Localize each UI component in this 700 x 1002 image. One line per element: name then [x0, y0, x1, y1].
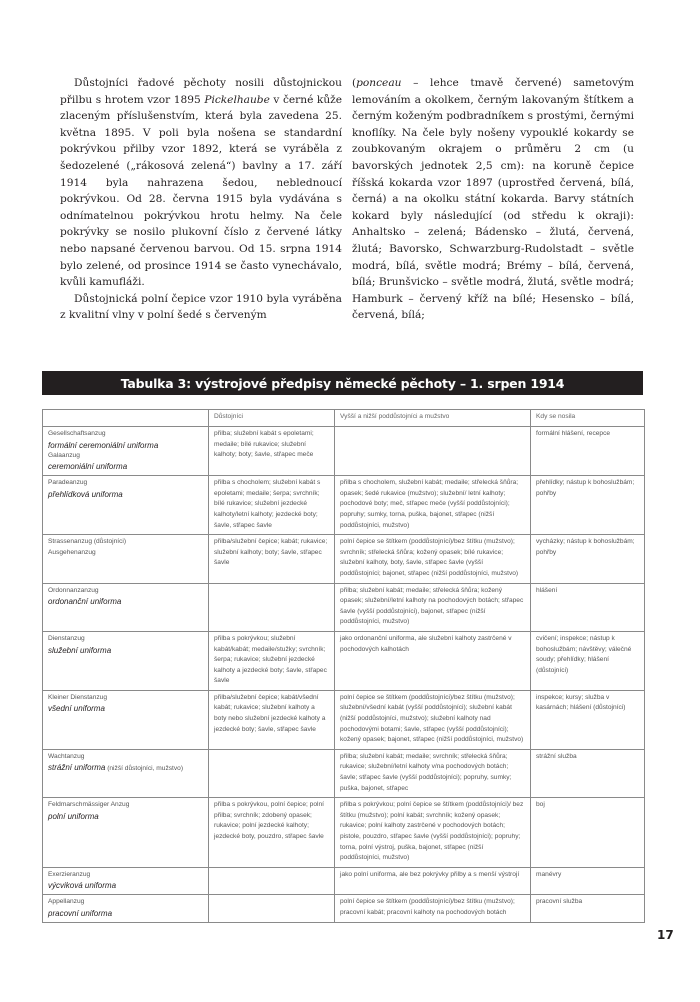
text-run: v černé kůže zlaceným příslušenstvím, která byla zavedena 25. května 1895. V poli byla nošena se standardní pokrývkou přilby vzor 1892, která se vyráběla z šedozelené („rákosová zelená“) bavlny a 17. září 1914 byla nahrazena šedou, neblednoucí pokrývkou. Od 28. června 1915 byla vydávána s odnímatelnou pokrývkou hrotu helmy. Na čele pokrývky se nosilo plukovní číslo z červené látky nebo napsané červenou barvou. Od 15. srpna 1914 bylo zelené, od prosince 1914 se často vynechávalo, kvůli kamufláži. — [60, 93, 342, 289]
uniform-name-czech — [48, 908, 203, 919]
uniform-name-czech-text: ordonanční uniforma — [48, 597, 122, 607]
uniform-name-czech-text: přehlídková uniforma — [48, 489, 123, 499]
uniform-name-czech — [48, 489, 203, 500]
table-body — [43, 427, 645, 923]
uniform-name-cell — [43, 476, 209, 535]
uniform-name-czech-text: strážní uniforma — [48, 763, 106, 773]
nco-men-cell: polní čepice se štítkem (poddůstojníci)/bez štítku (mužstvo); svrchník; střelecká šňůra; kožený opasek; bílé rukavice; služební kalhoty, boty, šavle, střapec šavle (vyšší poddůstojníci; bajonet, střapec (nižší poddůstojníci, mužstvo) — [335, 535, 531, 583]
body-text-right-column — [352, 75, 634, 324]
officers-cell: přilba s pokrývkou, polní čepice; polní přilba; svrchník; zdobený opasek; rukavice; polní jezdecké kalhoty; jezdecké boty, pouzdro, střapec šavle — [209, 798, 335, 868]
nco-men-cell: jako polní uniforma, ale bez pokrývky přilby a s menší výstrojí — [335, 867, 531, 895]
uniform-name-czech — [48, 703, 203, 714]
uniform-name-german: Feldmarschmässiger Anzug — [48, 801, 130, 809]
uniform-name-cell — [43, 535, 209, 583]
header-officers: Důstojníci — [209, 410, 335, 427]
officers-cell: přilba s pokrývkou; služební kabát/kabát; medaile/stužky; svrchník; šerpa; rukavice; služební jezdecké kalhoty a jezdecké boty; šavle, střapec šavle — [209, 631, 335, 690]
officers-cell — [209, 749, 335, 797]
nco-men-cell: přilba; služební kabát; medaile; střelecká šňůra; kožený opasek; služební/letní kalhoty na pochodových botách; střapec šavle (vyšší poddůstojníci), bajonet, střapec (nižší poddůstojníci, mužstvo) — [335, 583, 531, 631]
officers-cell — [209, 895, 335, 923]
text-run: Důstojnická polní čepice vzor 1910 byla vyráběna z kvalitní vlny v polní šedé s červeným — [60, 292, 342, 322]
uniform-name-czech-text: polní uniforma — [48, 811, 99, 821]
uniform-regulations-table — [42, 409, 645, 923]
table-row — [43, 476, 645, 535]
uniform-name-czech — [48, 461, 203, 472]
page-number: 17 — [657, 928, 674, 942]
table-row — [43, 749, 645, 797]
nco-men-cell: přilba; služební kabát; medaile; svrchník; střelecká šňůra; rukavice; služební/letní kalhoty v/na pochodových botách; šavle; střapec šavle (vyšší poddůstojníci); popruhy, sumky; puška, bajonet, střapec — [335, 749, 531, 797]
officers-cell — [209, 867, 335, 895]
table-row — [43, 583, 645, 631]
uniform-name-czech-text: pracovní uniforma — [48, 908, 113, 918]
uniform-name-german: Gesellschaftsanzug — [48, 430, 106, 437]
table-row — [43, 867, 645, 895]
uniform-name-note: (nižší důstojníci, mužstvo) — [105, 765, 184, 773]
uniform-name-german: Appellanzug — [48, 898, 85, 906]
italic-term: ponceau — [356, 77, 402, 89]
italic-term: Pickelhaube — [204, 93, 270, 106]
table-row — [43, 690, 645, 749]
when-worn-cell: strážní služba — [531, 749, 645, 797]
uniform-name-cell — [43, 427, 209, 476]
nco-men-cell: přilba s chocholem, služební kabát; medaile; střelecká šňůra; opasek; šedé rukavice (mužstvo); služební/ letní kalhoty; pochodové boty; meč, střapec meče (vyšší poddůstojníci); popruhy; sumky, torna, puška, bajonet, střapec (nižší poddůstojníci, mužstvo) — [335, 476, 531, 535]
officers-cell: přilba s chocholem; služební kabát s epoletami; medaile; šerpa; svrchník; bílé rukavice; služební jezdecké kalhoty/letní kalhoty; jezdecké boty; šavle, střapec šavle — [209, 476, 335, 535]
uniform-name-czech — [48, 596, 203, 607]
uniform-name-german: Paradeanzug — [48, 479, 88, 487]
uniform-name-cell — [43, 690, 209, 749]
uniform-name-cell — [43, 798, 209, 868]
uniform-name-cell — [43, 895, 209, 923]
when-worn-cell: cvičení; inspekce; nástup k bohoslužbám; návštěvy; válečné soudy; přehlídky; hlášení (důstojníci) — [531, 631, 645, 690]
uniform-name-czech — [48, 645, 203, 656]
uniform-name-cell — [43, 867, 209, 895]
uniform-name-cell — [43, 749, 209, 797]
left-paragraph — [60, 75, 342, 291]
uniform-name-czech-text: výcviková uniforma — [48, 881, 117, 891]
table-header-row — [43, 410, 645, 427]
when-worn-cell: formální hlášení, recepce — [531, 427, 645, 476]
right-paragraph — [352, 75, 634, 324]
uniform-name-german: Ordonnanzanzug — [48, 586, 99, 594]
uniform-name-czech-text: ceremoniální uniforma — [48, 462, 128, 472]
nco-men-cell: polní čepice se štítkem (poddůstojníci)/bez štítku (mužstvo); služební/všední kabát (vyšší poddůstojníci); služební kabát (nižší poddůstojníci, mužstvo); služební kalhoty nad pochodovými botami; šavle, střapec (vyšší poddůstojníci); kožený opasek; bajonet, střapec (nižší poddůstojníci, mužstvo) — [335, 690, 531, 749]
uniform-name-czech-text: všední uniforma — [48, 704, 105, 714]
header-when-worn: Kdy se nosila — [531, 410, 645, 427]
officers-cell: přilba/služební čepice; kabát; rukavice; služební kalhoty; boty; šavle, střapec šavle — [209, 535, 335, 583]
table-row — [43, 535, 645, 583]
uniform-name-german: Exerzieranzug — [48, 870, 91, 878]
text-run: Důstojníci řadové pěchoty nosili důstojnickou přilbu s hrotem vzor 1895 — [60, 77, 342, 106]
nco-men-cell: polní čepice se štítkem (poddůstojníci)/bez štítku (mužstvo); pracovní kabát; pracovní kalhoty na pochodových botách — [335, 895, 531, 923]
uniform-name-czech-text: služební uniforma — [48, 645, 112, 655]
uniform-name-czech — [48, 762, 203, 774]
uniform-name-czech — [48, 880, 203, 891]
uniform-name-german: Dienstanzug — [48, 634, 85, 642]
when-worn-cell: pracovní služba — [531, 895, 645, 923]
table-row — [43, 631, 645, 690]
nco-men-cell: přilba s pokrývkou; polní čepice se štítkem (poddůstojníci)/ bez štítku (mužstvo); polní kabát; svrchník; kožený opasek; rukavice; polní kalhoty zastrčené v pochodových botách; pistole, pouzdro, střapec šavle (vyšší poddůstojníci); popruhy; torna, polní výstroj, puška, bajonet, střapec (nižší poddůstojníci, mužstvo) — [335, 798, 531, 868]
uniform-name-german: Kleiner Dienstanzug — [48, 693, 108, 701]
uniform-name-german: Ausgehenanzug — [48, 548, 96, 556]
when-worn-cell: boj — [531, 798, 645, 868]
header-nco-men: Vyšší a nižší poddůstojníci a mužstvo — [335, 410, 531, 427]
uniform-name-czech — [48, 440, 203, 451]
body-text-left-column — [60, 75, 342, 324]
uniform-name-german: Strassenanzug (důstojníci) — [48, 538, 127, 546]
table-title: Tabulka 3: výstrojové předpisy německé pěchoty – 1. srpen 1914 — [42, 371, 643, 395]
uniform-name-german: Wachtanzug — [48, 752, 85, 760]
uniform-name-cell — [43, 583, 209, 631]
uniform-name-cell — [43, 631, 209, 690]
when-worn-cell: manévry — [531, 867, 645, 895]
when-worn-cell: přehlídky; nástup k bohoslužbám; pohřby — [531, 476, 645, 535]
uniform-name-czech-text: formální ceremoniální uniforma — [48, 440, 159, 450]
uniform-name-czech — [48, 811, 203, 822]
when-worn-cell: inspekce; kursy; služba v kasárnách; hlášení (důstojníci) — [531, 690, 645, 749]
header-uniform — [43, 410, 209, 427]
officers-cell — [209, 583, 335, 631]
when-worn-cell: vycházky; nástup k bohoslužbám; pohřby — [531, 535, 645, 583]
left-paragraph — [60, 291, 342, 324]
text-run: – lehce tmavě červené) sametovým lemováním a okolkem, černým lakovaným štítkem a černým koženým podbradníkem s prostými, černými knoflíky. Na čele byly nošeny vypouklé kokardy se zoubkovaným okrajem o průměru 2 cm (u bavorských jednotek 2,5 cm): na koruně čepice říšská kokarda vzor 1897 (uprostřed červená, bílá, černá) a na okolku státní kokarda. Barvy státních kokard byly následující (od středu k okraji): Anhaltsko – zelená; Bádensko – žlutá, červená, žlutá; Bavorsko, Schwarzburg-Rudolstadt – světle modrá, bílá, světle modrá; Brémy – bílá, červená, bílá; Brunšvicko – světle modrá, žlutá, světle modrá; Hamburk – červený kříž na bílé; Hesensko – bílá, červená, bílá; — [352, 77, 634, 322]
officers-cell: přilba/služební čepice; kabát/všední kabát; rukavice; služební kalhoty a boty nebo služební jezdecké kalhoty a jezdecké boty; šavle, střapec šavle — [209, 690, 335, 749]
table-row — [43, 895, 645, 923]
uniform-name-german: Galaanzug — [48, 451, 80, 459]
table-row — [43, 427, 645, 476]
officers-cell: přilba; služební kabát s epoletami; medaile; bílé rukavice; služební kalhoty; boty; šavle, střapec meče — [209, 427, 335, 476]
table-row — [43, 798, 645, 868]
nco-men-cell: jako ordonanční uniforma, ale služební kalhoty zastrčené v pochodových kalhotách — [335, 631, 531, 690]
when-worn-cell: hlášení — [531, 583, 645, 631]
text-run: ( — [352, 77, 357, 89]
nco-men-cell — [335, 427, 531, 476]
